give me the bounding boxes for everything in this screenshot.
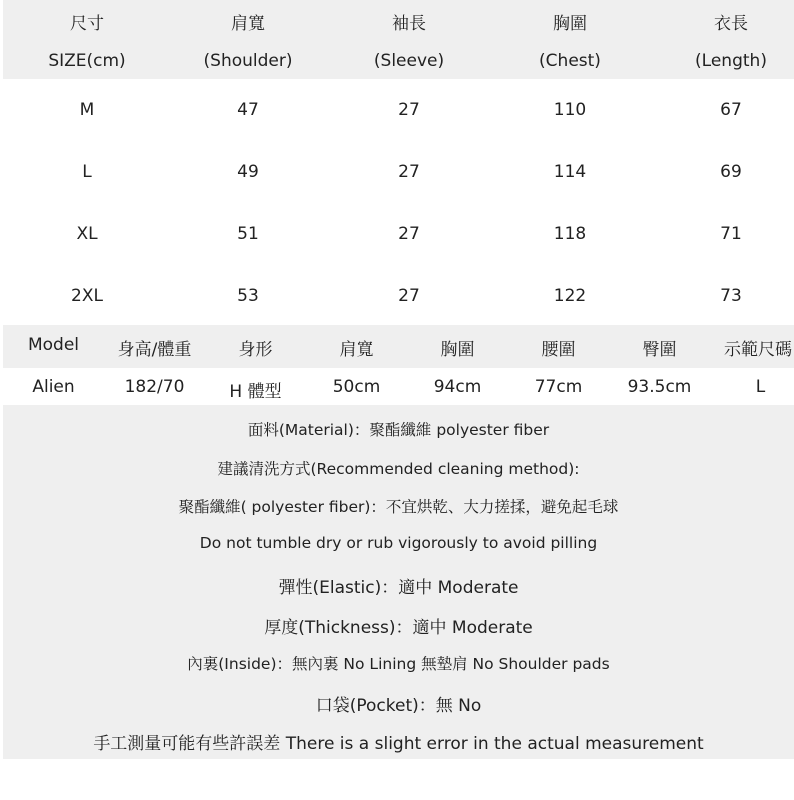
inside-note: 內裏(Inside)：無內裏 No Lining 無墊肩 No Shoulder pads	[187, 655, 610, 673]
care-notes-panel	[3, 405, 794, 759]
cell-length: 67	[720, 100, 742, 120]
model-cell-height-weight: 182/70	[124, 377, 185, 397]
cell-sleeve: 27	[398, 100, 420, 120]
size-table-header	[3, 0, 794, 79]
header-size-en: SIZE(cm)	[48, 51, 126, 71]
header-chest-en: (Chest)	[539, 51, 601, 71]
cleaning-instruction-zh: 聚酯纖維( polyester fiber)：不宜烘乾、大力搓揉，避免起毛球	[178, 498, 619, 516]
cell-shoulder: 47	[237, 100, 259, 120]
header-sleeve-zh: 袖長	[392, 14, 426, 34]
model-cell-hip: 93.5cm	[627, 377, 692, 397]
cell-size: XL	[76, 224, 98, 244]
cleaning-heading: 建議清洗方式(Recommended cleaning method):	[217, 460, 580, 478]
cell-shoulder: 53	[237, 286, 259, 306]
model-header-chest: 胸圍	[440, 340, 475, 360]
cell-length: 71	[720, 224, 742, 244]
table-row	[3, 100, 794, 140]
header-chest-zh: 胸圍	[553, 14, 587, 34]
thickness-note: 厚度(Thickness)：適中 Moderate	[264, 618, 533, 638]
model-header-model: Model	[27, 335, 80, 355]
cleaning-instruction-en: Do not tumble dry or rub vigorously to avoid pilling	[199, 534, 598, 552]
model-table-row	[3, 368, 794, 405]
cell-shoulder: 51	[237, 224, 259, 244]
header-length-en: (Length)	[695, 51, 767, 71]
model-header-waist: 腰圍	[541, 340, 576, 360]
model-header-hip: 臀圍	[642, 340, 677, 360]
header-sleeve-en: (Sleeve)	[373, 51, 445, 71]
cell-chest: 114	[553, 162, 587, 182]
model-table-header	[3, 325, 794, 368]
table-row	[3, 162, 794, 202]
header-size-zh: 尺寸	[70, 14, 104, 34]
cell-length: 69	[720, 162, 742, 182]
elastic-note: 彈性(Elastic)：適中 Moderate	[278, 578, 519, 598]
cell-chest: 110	[553, 100, 587, 120]
model-header-body-type: 身形	[238, 340, 273, 360]
model-cell-shoulder: 50cm	[332, 377, 381, 397]
header-length-zh: 衣長	[714, 14, 748, 34]
cell-shoulder: 49	[237, 162, 259, 182]
header-shoulder-zh: 肩寬	[231, 14, 265, 34]
size-table-body	[3, 79, 794, 325]
table-row	[3, 286, 794, 326]
cell-size: L	[82, 162, 92, 182]
model-header-shoulder: 肩寬	[339, 340, 374, 360]
model-header-height-weight: 身高/體重	[117, 340, 192, 360]
cell-sleeve: 27	[398, 286, 420, 306]
pocket-note: 口袋(Pocket)：無 No	[315, 696, 482, 716]
model-cell-sample-size: L	[755, 377, 766, 397]
header-shoulder-en: (Shoulder)	[203, 51, 293, 71]
cell-size: M	[79, 100, 95, 120]
cell-sleeve: 27	[398, 162, 420, 182]
model-header-sample-size: 示範尺碼	[724, 340, 792, 360]
material-note: 面料(Material)：聚酯纖維 polyester fiber	[247, 421, 550, 439]
cell-size: 2XL	[71, 286, 103, 306]
cell-length: 73	[720, 286, 742, 306]
model-cell-name: Alien	[32, 377, 75, 397]
cell-sleeve: 27	[398, 224, 420, 244]
model-cell-body-type: H 體型	[229, 382, 282, 402]
cell-chest: 122	[553, 286, 587, 306]
model-cell-waist: 77cm	[534, 377, 583, 397]
model-cell-chest: 94cm	[433, 377, 482, 397]
table-row	[3, 224, 794, 264]
measurement-disclaimer: 手工測量可能有些許誤差 There is a slight error in the actual measurement	[93, 734, 704, 754]
cell-chest: 118	[553, 224, 587, 244]
